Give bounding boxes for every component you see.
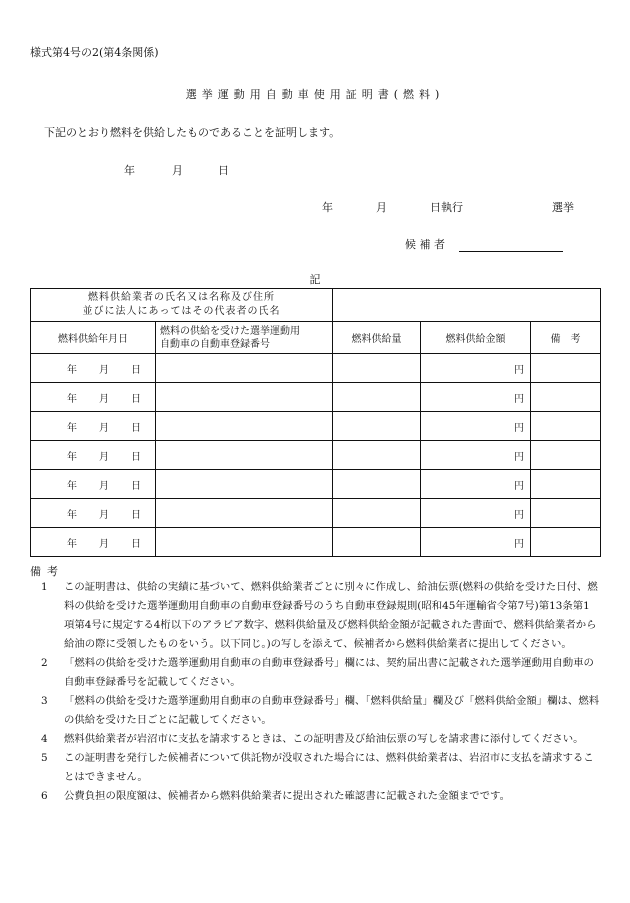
note-number: 6: [41, 790, 48, 802]
row-price-cell[interactable]: [421, 499, 531, 528]
row-price-cell[interactable]: [421, 354, 531, 383]
row-year: 年: [67, 538, 77, 550]
row-amount-cell[interactable]: [333, 354, 421, 383]
intro-text: 下記のとおり燃料を供給したものであることを証明します。: [44, 126, 341, 139]
row-yen: 円: [514, 422, 524, 434]
row-month: 月: [99, 422, 109, 434]
candidate-label: 候 補 者: [405, 238, 445, 251]
supplier-label-cell: [31, 289, 333, 322]
row-registration-cell[interactable]: [156, 412, 333, 441]
row-date-cell[interactable]: [31, 470, 156, 499]
row-yen: 円: [514, 364, 524, 376]
fuel-supply-table: [30, 288, 601, 557]
date-month: 月: [172, 164, 183, 177]
table-row: [31, 470, 601, 499]
row-remarks-cell[interactable]: [531, 354, 601, 383]
row-price-cell[interactable]: [421, 383, 531, 412]
col-header-amount: 燃料供給量: [333, 322, 421, 354]
certificate-date-line: [124, 162, 229, 178]
election-date-line: [322, 199, 574, 215]
row-yen: 円: [514, 451, 524, 463]
row-registration-cell[interactable]: [156, 354, 333, 383]
election-month: 月: [376, 201, 387, 214]
row-remarks-cell[interactable]: [531, 470, 601, 499]
supplier-label-line1: 燃料供給業者の氏名又は名称及び住所: [88, 292, 275, 303]
row-year: 年: [67, 480, 77, 492]
row-yen: 円: [514, 509, 524, 521]
notes-heading: 備考: [30, 565, 64, 578]
row-year: 年: [67, 451, 77, 463]
row-yen: 円: [514, 480, 524, 492]
note-text: この証明書を発行した候補者について供託物が没収された場合には、燃料供給業者は、岩沼市に支払を請求することはできません。: [64, 752, 594, 783]
note-text: 「燃料の供給を受けた選挙運動用自動車の自動車登録番号」欄、「燃料供給量」欄及び「燃料供給金額」欄は、燃料の供給を受けた日ごとに記載してください。: [64, 695, 600, 726]
supplier-value-cell[interactable]: [333, 289, 601, 322]
row-day: 日: [131, 451, 141, 463]
row-day: 日: [131, 538, 141, 550]
note-item: [30, 692, 600, 730]
table-row: [31, 412, 601, 441]
row-remarks-cell[interactable]: [531, 441, 601, 470]
row-day: 日: [131, 422, 141, 434]
note-number: 4: [41, 733, 48, 745]
document-title: 選挙運動用自動車使用証明書(燃料): [185, 88, 445, 101]
election-year: 年: [322, 201, 333, 214]
row-amount-cell[interactable]: [333, 470, 421, 499]
table-row: [31, 499, 601, 528]
row-amount-cell[interactable]: [333, 383, 421, 412]
row-amount-cell[interactable]: [333, 412, 421, 441]
reg-label-line2: 自動車の自動車登録番号: [160, 338, 270, 350]
row-date-cell[interactable]: [31, 354, 156, 383]
row-month: 月: [99, 509, 109, 521]
row-day: 日: [131, 393, 141, 405]
form-number: 様式第4号の2(第4条関係): [30, 46, 159, 59]
election-day-exec: 日執行: [430, 201, 463, 214]
row-day: 日: [131, 509, 141, 521]
row-registration-cell[interactable]: [156, 441, 333, 470]
note-number: 3: [41, 695, 48, 707]
row-date-cell[interactable]: [31, 528, 156, 557]
table-row: [31, 354, 601, 383]
row-price-cell[interactable]: [421, 470, 531, 499]
table-row: [31, 528, 601, 557]
row-amount-cell[interactable]: [333, 499, 421, 528]
row-amount-cell[interactable]: [333, 528, 421, 557]
row-month: 月: [99, 364, 109, 376]
row-remarks-cell[interactable]: [531, 528, 601, 557]
row-price-cell[interactable]: [421, 528, 531, 557]
row-yen: 円: [514, 538, 524, 550]
row-registration-cell[interactable]: [156, 470, 333, 499]
row-registration-cell[interactable]: [156, 383, 333, 412]
row-date-cell[interactable]: [31, 441, 156, 470]
row-amount-cell[interactable]: [333, 441, 421, 470]
note-item: [30, 730, 600, 749]
note-number: 2: [41, 657, 48, 669]
table-row: [31, 383, 601, 412]
note-item: [30, 787, 600, 806]
row-remarks-cell[interactable]: [531, 499, 601, 528]
notes-list: [30, 578, 600, 806]
note-text: この証明書は、供給の実績に基づいて、燃料供給業者ごとに別々に作成し、給油伝票(燃料の供給を受けた日付、燃料の供給を受けた選挙運動用自動車の自動車登録番号のうち自動車登録規則(昭和45年運輸省令第7号)第13条第1項第4号に規定する4桁以下のアラビア数字、燃料供給量及び燃料供給金額が記載された書面で、燃料供給業者から給油の際に受領したものをいう。以下同じ。)の写しを添えて、候補者から燃料供給業者に提出してください。: [64, 581, 598, 650]
row-month: 月: [99, 480, 109, 492]
col-header-remarks: 備 考: [531, 322, 601, 354]
election-label: 選挙: [552, 201, 574, 214]
note-item: [30, 654, 600, 692]
row-price-cell[interactable]: [421, 441, 531, 470]
table-row: [31, 441, 601, 470]
date-day: 日: [218, 164, 229, 177]
row-month: 月: [99, 451, 109, 463]
row-registration-cell[interactable]: [156, 528, 333, 557]
row-registration-cell[interactable]: [156, 499, 333, 528]
col-header-date: 燃料供給年月日: [31, 322, 156, 354]
row-month: 月: [99, 538, 109, 550]
row-day: 日: [131, 364, 141, 376]
ki-label: 記: [309, 273, 321, 286]
row-month: 月: [99, 393, 109, 405]
note-number: 5: [41, 752, 48, 764]
note-number: 1: [41, 581, 48, 593]
row-year: 年: [67, 422, 77, 434]
note-item: [30, 578, 600, 654]
date-year: 年: [124, 164, 135, 177]
candidate-signature-line[interactable]: [459, 239, 563, 252]
reg-label-line1: 燃料の供給を受けた選挙運動用: [160, 325, 300, 337]
note-text: 燃料供給業者が岩沼市に支払を請求するときは、この証明書及び給油伝票の写しを請求書に添付してください。: [64, 733, 584, 745]
note-item: [30, 749, 600, 787]
row-date-cell[interactable]: [31, 383, 156, 412]
row-date-cell[interactable]: [31, 499, 156, 528]
row-day: 日: [131, 480, 141, 492]
row-remarks-cell[interactable]: [531, 383, 601, 412]
row-price-cell[interactable]: [421, 412, 531, 441]
row-yen: 円: [514, 393, 524, 405]
row-date-cell[interactable]: [31, 412, 156, 441]
row-remarks-cell[interactable]: [531, 412, 601, 441]
supplier-label-line2: 並びに法人にあってはその代表者の氏名: [82, 306, 281, 317]
row-year: 年: [67, 364, 77, 376]
note-text: 公費負担の限度額は、候補者から燃料供給業者に提出された確認書に記載された金額までです。: [64, 790, 510, 802]
candidate-line: [405, 236, 563, 252]
col-header-price: 燃料供給金額: [421, 322, 531, 354]
col-header-registration: [156, 322, 333, 354]
row-year: 年: [67, 509, 77, 521]
note-text: 「燃料の供給を受けた選挙運動用自動車の自動車登録番号」欄には、契約届出書に記載された選挙運動用自動車の自動車登録番号を記載してください。: [64, 657, 594, 688]
row-year: 年: [67, 393, 77, 405]
